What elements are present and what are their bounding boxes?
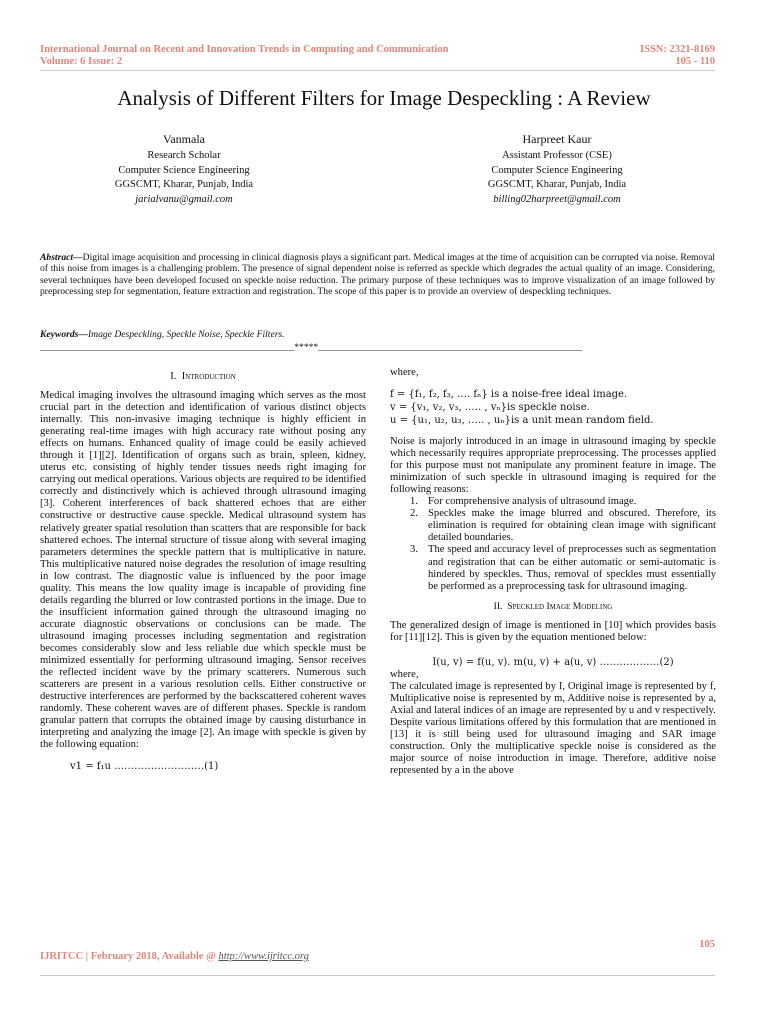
right-column (390, 367, 716, 777)
author-role: Assistant Professor (CSE) (502, 150, 612, 161)
author-inst: GGSCMT, Kharar, Punjab, India (487, 179, 627, 190)
reasons-list (390, 496, 716, 592)
model-paragraph: The generalized design of image is mentioned in [10] which provides basis for [11][12]. This is given by the equation mentioned below: (390, 619, 716, 643)
author-email: billing02harpreet@gmail.com (493, 193, 621, 205)
section-title: Speckled Image Modeling (507, 600, 613, 612)
author-name: Harpreet Kaur (522, 132, 592, 146)
definition-f: f = {f₁, f₂, f₃, …. fₙ} is a noise-free ideal image. (390, 389, 628, 401)
section-number: II. (493, 600, 503, 612)
where-label-2: where, (390, 668, 419, 680)
keywords-label: Keywords— (40, 329, 88, 340)
page-number: 105 (699, 939, 715, 950)
author-dept: Computer Science Engineering (118, 164, 250, 176)
definitions (390, 388, 716, 427)
separator: _____________________________________________________*****_______________________________________________________ (40, 342, 583, 353)
author-dept: Computer Science Engineering (491, 164, 623, 176)
footer-citation: IJRITCC | February 2018, Available @ http://www.ijritcc.org (40, 951, 309, 962)
introduction-paragraph: Medical imaging involves the ultrasound imaging which serves as the most crucial part in the detection and identification of various distinct objects internally. This non-invasive imaging technique is highly efficient in generating real-time images with high accuracy rate without posing any effects on humans. Enhanced quality of image could be easily achieved through it [1][2]. Identification of organs such as brain, spleen, kidney, uterus etc. consisting of highly tender tissues needs right imaging for carrying out medical operations. Various objects are required to be identified correctly and distinctively which is achieved through ultrasound imaging [3]. Coherent interferences of back shattered echoes that are either constructive or destructive cause speckle. Medical ultrasound system has relatively greater spatial resolution than scatters that are responsible for back shattered echoes. The internal structure of tissue along with several imaging parameters determines the speckle pattern that is multiplicative in nature. This multiplicative natured noise degrades the resolution of image resulting in low contrast. The diagnostic value is influenced by the poor image quality. This means the low quality image is incapable of providing fine details regarding the blurred or low contrasted portions in the image. Due to the insufficient information gained through the ultrasound imaging no accurate diagnostic observations or conclusions can be made. The ultrasound imaging processes including segmentation and registration becomes considerably slow and less reliable due which speckle must be minimized essentially for performing ultrasound imaging. Sensor receives the reflected incident wave by the primary scatterers. Numerous such scatterers are present in a various resolution cells. Either constructive or destructive interferences are performed by the backscattered coherent waves randomly. These coherent waves are of different phases. Speckle is random granular pattern that corrupts the obtained image by causing disturbance in interpreting and analyzing the image [2]. An image with speckle is given by the following equation: (40, 390, 366, 751)
author-block-1 (34, 131, 334, 207)
section-title: Introduction (181, 371, 236, 382)
abstract-label: Abstract— (40, 252, 83, 263)
section-heading-introduction (40, 370, 366, 383)
section-number: I. (170, 371, 177, 382)
author-email: jarialvanu@gmail.com (135, 193, 233, 205)
keywords-text: Image Despeckling, Speckle Noise, Speckle Filters. (87, 329, 285, 340)
left-column (40, 370, 366, 773)
author-name: Vanmala (163, 132, 205, 146)
equation-1: v1 = f₁u ………………………(1) (70, 761, 219, 773)
footer-rule (40, 975, 715, 976)
abstract (40, 252, 715, 298)
definition-u: u = {u₁, u₂, u₃, ….. , uₙ}is a unit mean random field. (390, 415, 654, 427)
limitations-paragraph: Despite various limitations offered by this formulation that are mentioned in [13] it is still being used for ultrasound imaging and SAR image construction. Only the multiplicative speckle noise is considered as the major source of noise introduction in image. Therefore, additive noise represented by a in the above (390, 716, 716, 777)
abstract-text: Digital image acquisition and processing in clinical diagnosis plays a significant part. Medical images at the time of acquisition can be corrupted via noise. Removal of this noise from images is a challenging problem. The presence of signal dependent noise is referred as speckle which degrades the actual quality of an image. Considering, several techniques have been developed focused on speckle noise reduction. The primary purpose of these techniques was to improve visualization of an image followed by preprocessing step for segmentation, feature extraction and registration. The scope of this paper is to provide an overview of despeckling techniques. (40, 252, 715, 298)
list-item: 3. The speed and accuracy level of preprocesses such as segmentation and registration that can be either automatic or semi-automatic is hindered by speckles. Thus, removal of speckles must essentially be performed as a preprocessing task for ultrasound imaging. (410, 544, 716, 592)
author-block-2 (407, 131, 707, 207)
author-role: Research Scholar (147, 150, 221, 161)
journal-name: International Journal on Recent and Innovation Trends in Computing and Communication (40, 44, 449, 55)
journal-link[interactable]: http://www.ijritcc.org (218, 951, 309, 962)
volume-issue: Volume: 6 Issue: 2 (40, 56, 123, 67)
section-heading-speckled-model (390, 600, 716, 613)
list-item: 1. For comprehensive analysis of ultrasound image. (410, 496, 637, 508)
list-item: 2. Speckles make the image blurred and obscured. Therefore, its elimination is required for obtaining clean image with significant detailed boundaries. (410, 508, 716, 544)
notation-paragraph: The calculated image is represented by I, Original image is represented by f, Multiplicative noise is represented by m, Additive noise is represented by a, Axial and lateral indices of an image are represented by u and v respectively. (390, 680, 716, 716)
keywords (40, 329, 715, 341)
definition-v: v = {v₁, v₂, v₃, ….. , vₙ}is speckle noise. (390, 402, 590, 414)
equation-2: I(u, v) = f(u, v). m(u, v) + a(u, v) ………………(2) (432, 656, 674, 668)
where-label: where, (390, 367, 419, 378)
author-inst: GGSCMT, Kharar, Punjab, India (114, 179, 254, 190)
header-rule (40, 70, 715, 71)
speckle-paragraph: Noise is majorly introduced in an image in ultrasound imaging by speckle which necessarily requires appropriate preprocessing. The processes applied for this purpose must not manipulate any prominent feature in image. The minimization of such speckle in ultrasound imaging is required for the following reasons: (390, 436, 716, 496)
page-range: 105 - 110 (675, 56, 715, 67)
issn: ISSN: 2321-8169 (640, 44, 715, 55)
paper-title: Analysis of Different Filters for Image Despeckling : A Review (117, 86, 651, 110)
